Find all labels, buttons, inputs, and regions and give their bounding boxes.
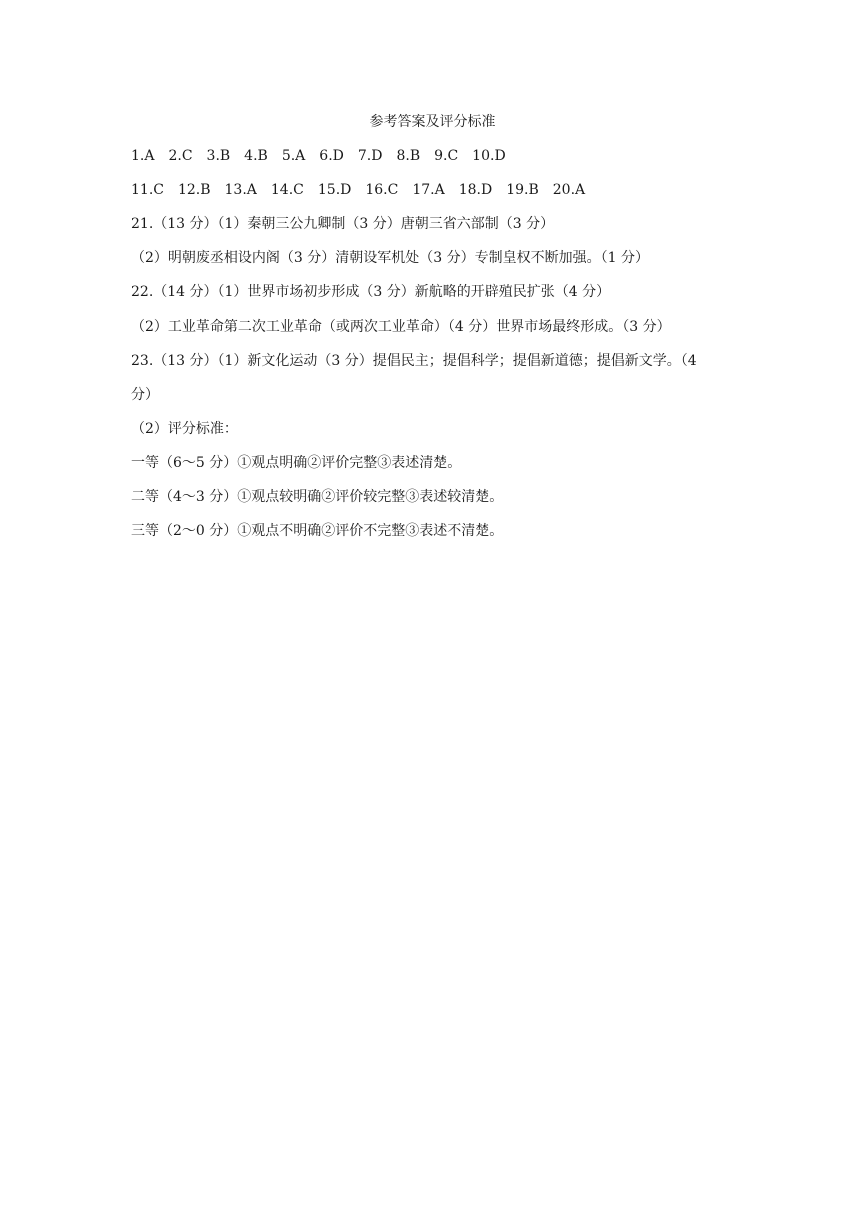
answer-23-part-2-heading: （2）评分标准： bbox=[131, 421, 238, 437]
answer-21-part-1: 21.（13 分）（1）秦朝三公九卿制（3 分）唐朝三省六部制（3 分） bbox=[131, 216, 555, 232]
answer-22-part-1: 22.（14 分）（1）世界市场初步形成（3 分）新航略的开辟殖民扩张（4 分） bbox=[131, 284, 611, 300]
grading-level-1: 一等（6～5 分）①观点明确②评价完整③表述清楚。 bbox=[131, 455, 462, 471]
answers-line-1-10: 1.A 2.C 3.B 4.B 5.A 6.D 7.D 8.B 9.C 10.D bbox=[131, 148, 506, 164]
document-title: 参考答案及评分标准 bbox=[369, 114, 496, 130]
answer-23-part-1: 23.（13 分）（1）新文化运动（3 分）提倡民主；提倡科学；提倡新道德；提倡新文学。（4 bbox=[131, 353, 697, 369]
answers-line-11-20: 11.C 12.B 13.A 14.C 15.D 16.C 17.A 18.D 19.B 20.A bbox=[131, 182, 586, 198]
answer-22-part-2: （2）工业革命第二次工业革命（或两次工业革命）（4 分）世界市场最终形成。（3 分） bbox=[131, 319, 671, 335]
grading-level-3: 三等（2～0 分）①观点不明确②评价不完整③表述不清楚。 bbox=[131, 523, 504, 539]
answer-23-part-1-continued: 分） bbox=[131, 387, 159, 403]
answer-21-part-2: （2）明朝废丞相设内阁（3 分）清朝设军机处（3 分）专制皇权不断加强。（1 分） bbox=[131, 250, 649, 266]
grading-level-2: 二等（4～3 分）①观点较明确②评价较完整③表述较清楚。 bbox=[131, 489, 504, 505]
